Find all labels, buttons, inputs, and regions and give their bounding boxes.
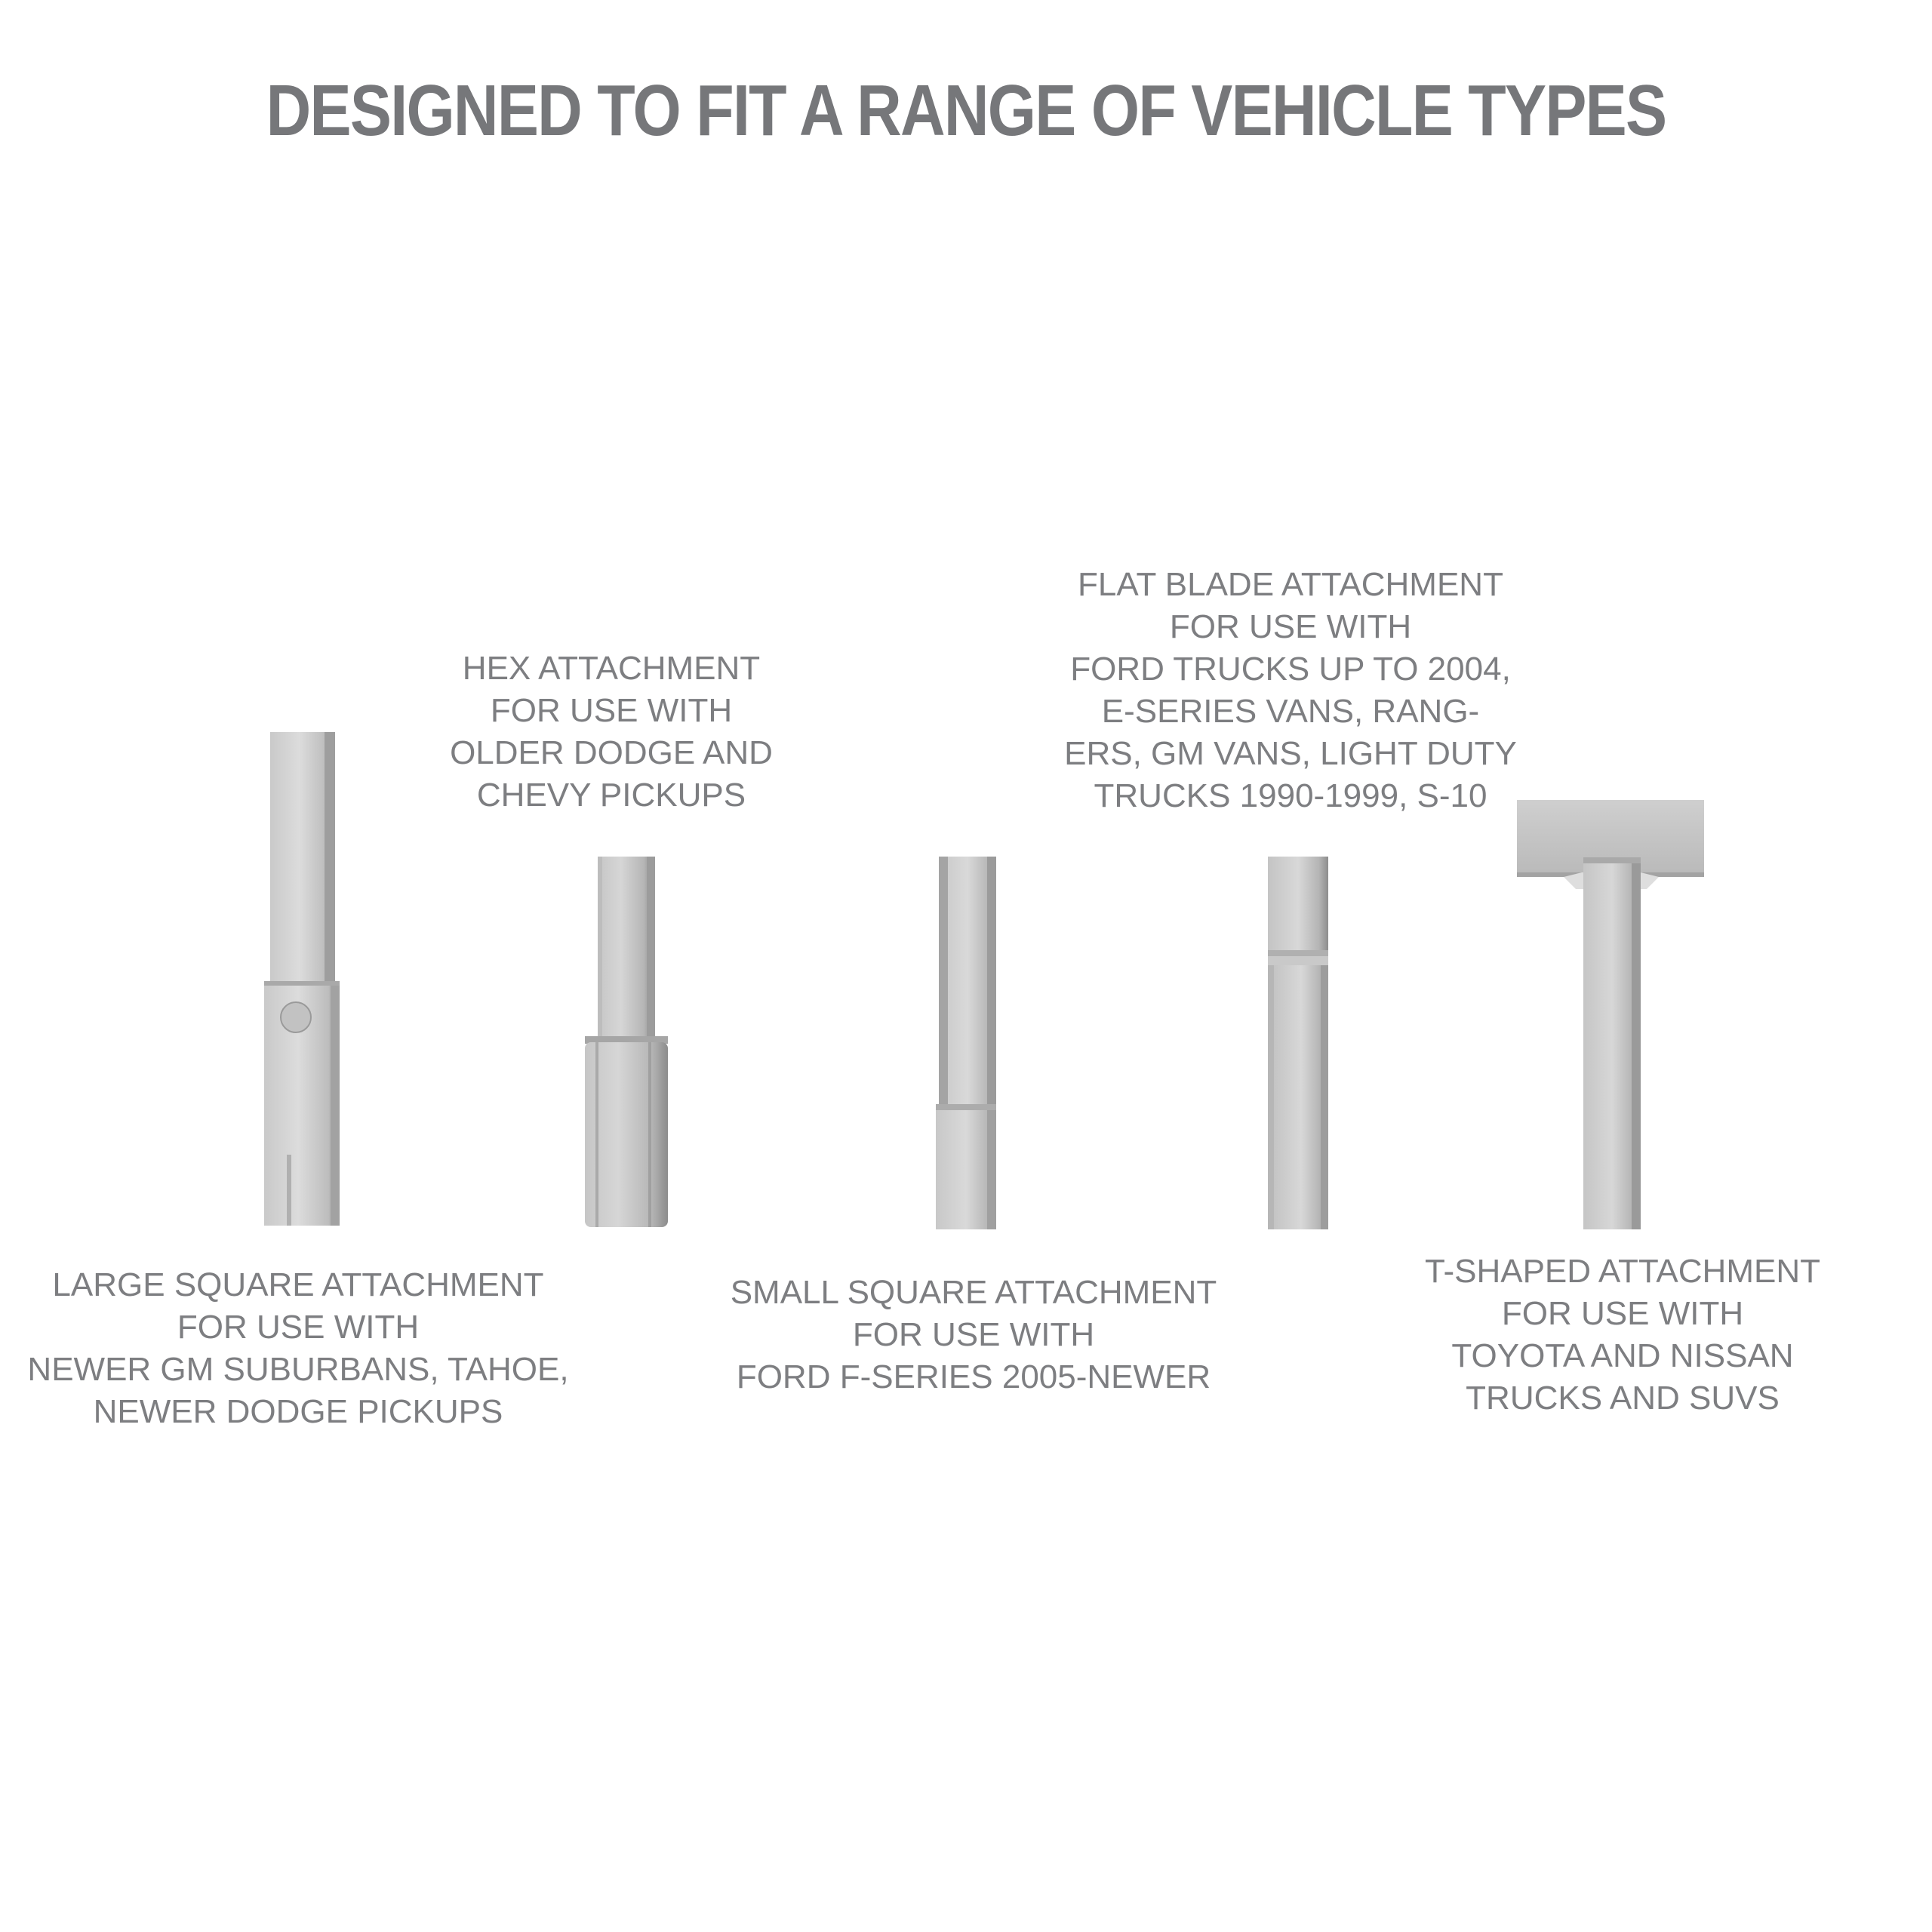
hex-attachment-caption bbox=[423, 648, 800, 817]
caption-line: NEWER GM SUBURBANS, TAHOE, bbox=[27, 1351, 569, 1388]
caption-line: ERS, GM VANS, LIGHT DUTY bbox=[1064, 735, 1517, 772]
caption-line: OLDER DODGE AND bbox=[450, 734, 773, 771]
caption-line: E-SERIES VANS, RANG- bbox=[1101, 693, 1480, 730]
flat-blade-attachment-image bbox=[1268, 857, 1336, 1234]
caption-line: T-SHAPED ATTACHMENT bbox=[1425, 1253, 1820, 1290]
caption-line: FOR USE WITH bbox=[490, 692, 733, 729]
caption-line: FORD TRUCKS UP TO 2004, bbox=[1070, 651, 1511, 688]
flat-blade-attachment-caption bbox=[1026, 564, 1555, 817]
t-shaped-attachment-image bbox=[1517, 800, 1706, 1234]
caption-line: FLAT BLADE ATTACHMENT bbox=[1078, 566, 1503, 603]
caption-line: SMALL SQUARE ATTACHMENT bbox=[730, 1274, 1217, 1311]
hex-attachment-image bbox=[585, 857, 668, 1234]
small-square-attachment-image bbox=[936, 857, 1004, 1234]
caption-line: FORD F-SERIES 2005-NEWER bbox=[736, 1358, 1211, 1395]
caption-line: NEWER DODGE PICKUPS bbox=[93, 1393, 503, 1430]
small-square-attachment-caption bbox=[679, 1272, 1268, 1398]
caption-line: FOR USE WITH bbox=[177, 1309, 420, 1346]
caption-line: HEX ATTACHMENT bbox=[462, 650, 761, 687]
caption-line: TRUCKS 1990-1999, S-10 bbox=[1094, 777, 1487, 814]
caption-line: FOR USE WITH bbox=[1501, 1295, 1744, 1332]
caption-line: LARGE SQUARE ATTACHMENT bbox=[52, 1266, 544, 1303]
caption-line: TRUCKS AND SUVS bbox=[1466, 1380, 1780, 1417]
page-headline: DESIGNED TO FIT A RANGE OF VEHICLE TYPES bbox=[266, 70, 1666, 151]
t-shaped-attachment-caption bbox=[1358, 1251, 1887, 1420]
caption-line: FOR USE WITH bbox=[852, 1316, 1095, 1353]
caption-line: CHEVY PICKUPS bbox=[476, 777, 746, 814]
caption-line: FOR USE WITH bbox=[1169, 608, 1412, 645]
caption-line: TOYOTA AND NISSAN bbox=[1451, 1337, 1794, 1374]
large-square-attachment-caption bbox=[0, 1264, 596, 1433]
large-square-attachment-image bbox=[264, 732, 347, 1230]
